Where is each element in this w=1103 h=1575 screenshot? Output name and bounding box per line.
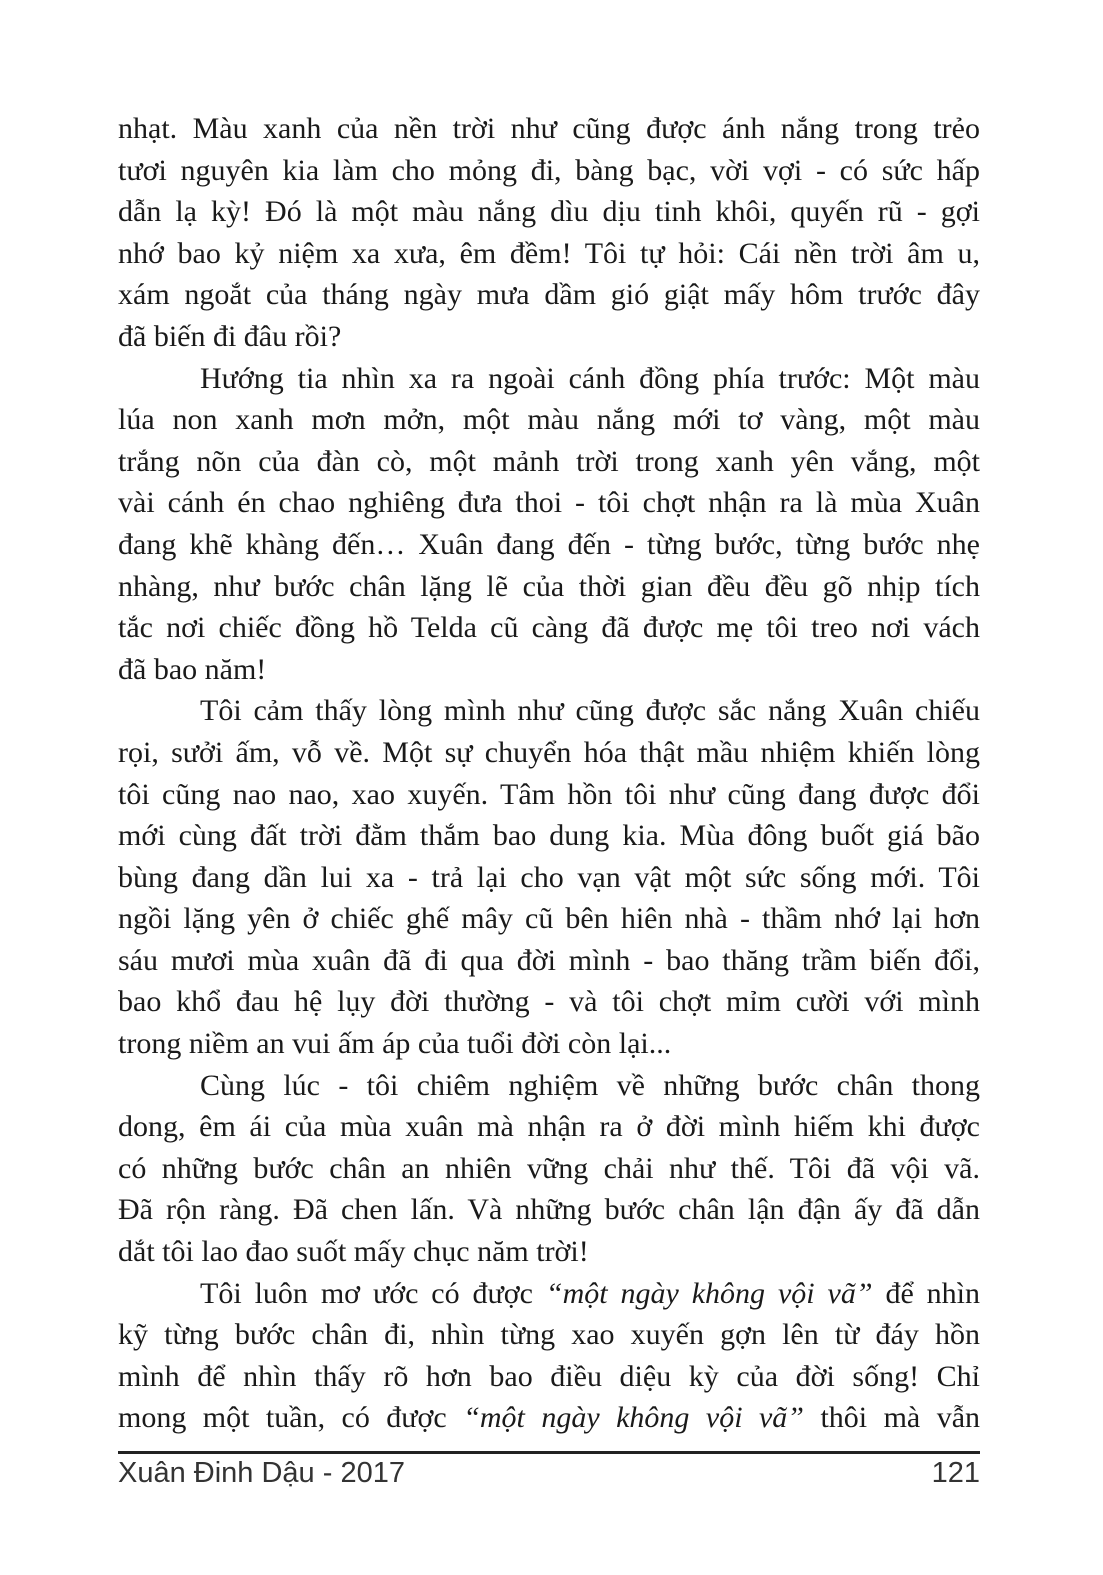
text-line bbox=[118, 1148, 980, 1190]
text-segment: lúa non xanh mơn mởn, một màu nắng mới tơ vàng, một màu bbox=[118, 403, 980, 437]
text-line bbox=[118, 815, 980, 857]
italic-quote: “một ngày không vội vã” bbox=[463, 1401, 804, 1435]
text-line bbox=[118, 399, 980, 441]
text-segment: dong, êm ái của mùa xuân mà nhận ra ở đời mình hiếm khi được bbox=[118, 1110, 980, 1144]
page-body bbox=[118, 108, 980, 1439]
text-line bbox=[118, 607, 980, 649]
text-line bbox=[118, 482, 980, 524]
text-segment: sáu mươi mùa xuân đã đi qua đời mình - bao thăng trầm biến đổi, bbox=[118, 943, 980, 977]
text-line bbox=[118, 981, 980, 1023]
text-line bbox=[118, 940, 980, 982]
text-segment: Cùng lúc - tôi chiêm nghiệm về những bước chân thong bbox=[200, 1068, 980, 1102]
text-segment: đã biến đi đâu rồi? bbox=[118, 319, 342, 353]
text-segment: để nhìn bbox=[872, 1276, 981, 1310]
text-line bbox=[118, 1106, 980, 1148]
text-line bbox=[118, 274, 980, 316]
text-line bbox=[118, 191, 980, 233]
text-segment: xám ngoắt của tháng ngày mưa dầm gió giật mấy hôm trước đây bbox=[118, 278, 980, 312]
text-line bbox=[118, 690, 980, 732]
text-line bbox=[118, 316, 980, 358]
page-number: 121 bbox=[931, 1457, 980, 1489]
text-segment: bùng đang dần lui xa - trả lại cho vạn vật một sức sống mới. Tôi bbox=[118, 860, 980, 894]
text-line bbox=[118, 1397, 980, 1439]
text-line bbox=[118, 524, 980, 566]
text-line bbox=[118, 1065, 980, 1107]
text-segment: tắc nơi chiếc đồng hồ Telda cũ càng đã được mẹ tôi treo nơi vách bbox=[118, 611, 980, 645]
text-segment: Đã rộn ràng. Đã chen lấn. Và những bước chân lận đận ấy đã dẫn bbox=[118, 1193, 980, 1227]
text-line bbox=[118, 108, 980, 150]
page-footer bbox=[118, 1457, 980, 1497]
text-segment: dẫn lạ kỳ! Đó là một màu nắng dìu dịu tinh khôi, quyến rũ - gợi bbox=[118, 195, 980, 229]
text-segment: nhớ bao kỷ niệm xa xưa, êm đềm! Tôi tự hỏi: Cái nền trời âm u, bbox=[118, 236, 980, 270]
text-segment: tôi cũng nao nao, xao xuyến. Tâm hồn tôi như cũng đang được đổi bbox=[118, 777, 980, 811]
text-segment: nhàng, như bước chân lặng lẽ của thời gian đều đều gõ nhịp tích bbox=[118, 569, 980, 603]
text-segment: Tôi cảm thấy lòng mình như cũng được sắc nắng Xuân chiếu bbox=[200, 694, 980, 728]
footer-title: Xuân Đinh Dậu - 2017 bbox=[118, 1457, 405, 1489]
text-line bbox=[118, 441, 980, 483]
text-line bbox=[118, 1273, 980, 1315]
text-line bbox=[118, 1231, 980, 1273]
text-segment: Tôi luôn mơ ước có được bbox=[200, 1276, 546, 1310]
text-segment: nhạt. Màu xanh của nền trời như cũng được ánh nắng trong trẻo bbox=[118, 112, 980, 145]
text-line bbox=[118, 358, 980, 400]
text-line bbox=[118, 774, 980, 816]
text-segment: vài cánh én chao nghiêng đưa thoi - tôi chợt nhận ra là mùa Xuân bbox=[118, 486, 980, 520]
text-segment: rọi, sưởi ấm, vỗ về. Một sự chuyển hóa thật mầu nhiệm khiến lòng bbox=[118, 735, 980, 769]
text-segment: tươi nguyên kia làm cho mỏng đi, bàng bạc, vời vợi - có sức hấp bbox=[118, 153, 980, 187]
text-segment: mới cùng đất trời đằm thắm bao dung kia. Mùa đông buốt giá bão bbox=[118, 819, 980, 853]
text-segment: kỹ từng bước chân đi, nhìn từng xao xuyến gợn lên từ đáy hồn bbox=[118, 1318, 980, 1352]
text-segment: Hướng tia nhìn xa ra ngoài cánh đồng phía trước: Một màu bbox=[200, 361, 980, 395]
footer-rule bbox=[118, 1451, 980, 1454]
italic-quote: “một ngày không vội vã” bbox=[545, 1276, 873, 1310]
text-line bbox=[118, 649, 980, 691]
text-segment: ngồi lặng yên ở chiếc ghế mây cũ bên hiên nhà - thầm nhớ lại hơn bbox=[118, 902, 980, 936]
text-line bbox=[118, 1356, 980, 1398]
text-segment: có những bước chân an nhiên vững chải như thế. Tôi đã vội vã. bbox=[118, 1151, 980, 1185]
text-line bbox=[118, 1189, 980, 1231]
text-line bbox=[118, 857, 980, 899]
text-segment: đang khẽ khàng đến… Xuân đang đến - từng bước, từng bước nhẹ bbox=[118, 527, 980, 561]
text-segment: đã bao năm! bbox=[118, 652, 267, 686]
text-segment: trắng nõn của đàn cò, một mảnh trời trong xanh yên vắng, một bbox=[118, 444, 980, 478]
text-segment: mình để nhìn thấy rõ hơn bao điều diệu kỳ của đời sống! Chỉ bbox=[118, 1359, 980, 1393]
text-line bbox=[118, 1314, 980, 1356]
text-segment: dắt tôi lao đao suốt mấy chục năm trời! bbox=[118, 1235, 589, 1269]
text-line bbox=[118, 233, 980, 275]
text-line bbox=[118, 150, 980, 192]
text-segment: mong một tuần, có được bbox=[118, 1401, 464, 1435]
text-line bbox=[118, 732, 980, 774]
text-segment: thôi mà vẫn bbox=[804, 1401, 981, 1435]
text-segment: trong niềm an vui ấm áp của tuổi đời còn lại... bbox=[118, 1027, 672, 1061]
text-line bbox=[118, 566, 980, 608]
text-line bbox=[118, 898, 980, 940]
text-line bbox=[118, 1023, 980, 1065]
text-segment: bao khổ đau hệ lụy đời thường - và tôi chợt mỉm cười với mình bbox=[118, 985, 980, 1019]
